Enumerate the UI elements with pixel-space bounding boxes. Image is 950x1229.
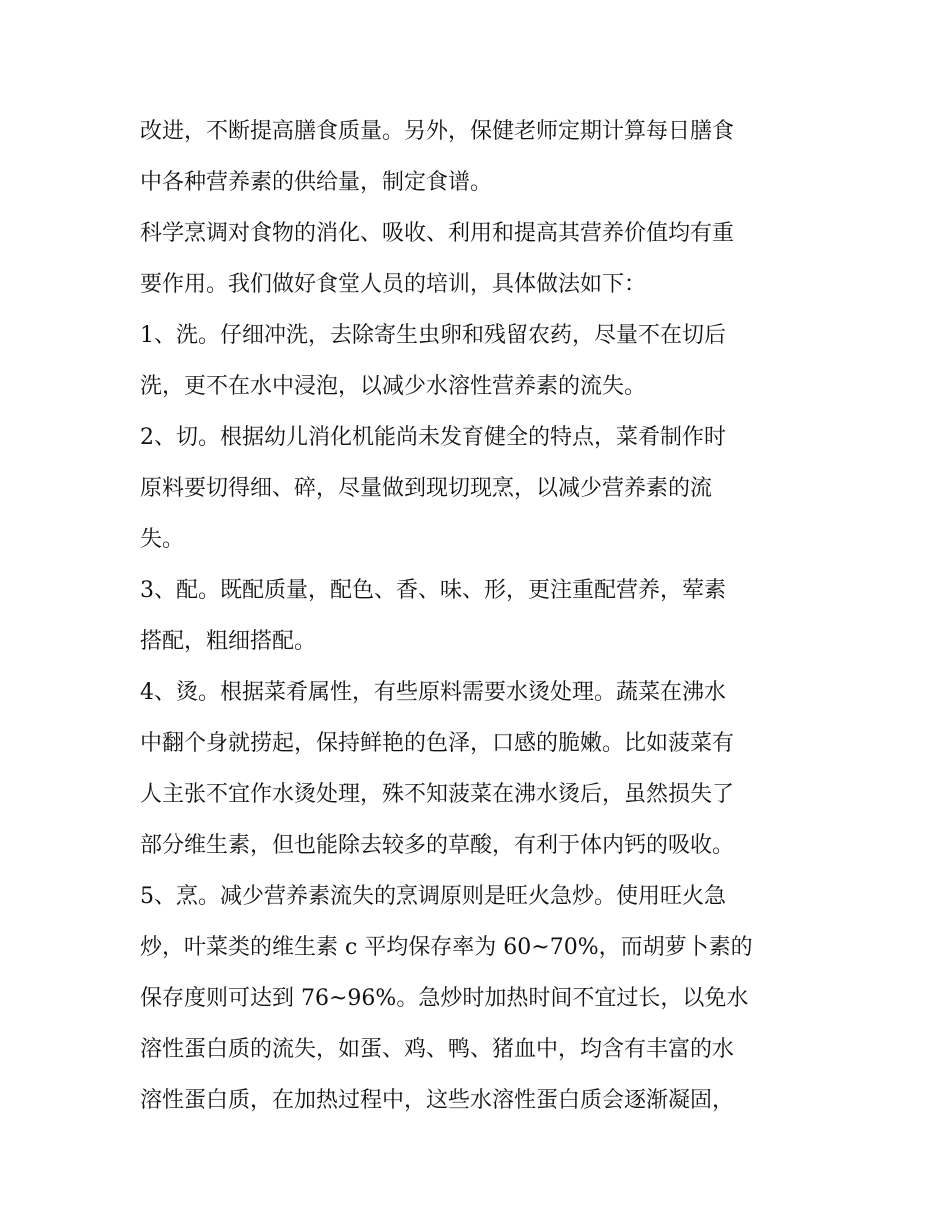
document-body — [140, 106, 820, 1126]
text-line: 2、切。根据幼儿消化机能尚未发育健全的特点，菜肴制作时 — [140, 425, 726, 450]
text-line: 溶性蛋白质，在加热过程中，这些水溶性蛋白质会逐渐凝固， — [140, 1088, 735, 1113]
text-line: 原料要切得细、碎，尽量做到现切现烹，以减少营养素的流 — [140, 476, 713, 501]
text-line: 失。 — [140, 527, 185, 552]
text-line: 人主张不宜作水烫处理，殊不知菠菜在沸水烫后，虽然损失了 — [140, 782, 735, 807]
text-line: 中翻个身就捞起，保持鲜艳的色泽，口感的脆嫩。比如菠菜有 — [140, 731, 735, 756]
text-line: 溶性蛋白质的流失，如蛋、鸡、鸭、猪血中，均含有丰富的水 — [140, 1037, 735, 1062]
text-line: 1、洗。仔细冲洗，去除寄生虫卵和残留农药，尽量不在切后 — [140, 323, 726, 348]
text-line: 炒，叶菜类的维生素 c 平均保存率为 60~70%，而胡萝卜素的 — [140, 935, 753, 960]
text-line: 搭配，粗细搭配。 — [140, 629, 317, 654]
text-line: 中各种营养素的供给量，制定食谱。 — [140, 170, 493, 195]
text-line: 3、配。既配质量，配色、香、味、形，更注重配营养，荤素 — [140, 578, 726, 603]
text-line: 部分维生素，但也能除去较多的草酸，有利于体内钙的吸收。 — [140, 833, 735, 858]
text-line: 科学烹调对食物的消化、吸收、利用和提高其营养价值均有重 — [140, 221, 735, 246]
text-line: 4、烫。根据菜肴属性，有些原料需要水烫处理。蔬菜在沸水 — [140, 680, 726, 705]
text-line: 要作用。我们做好食堂人员的培训，具体做法如下： — [140, 272, 647, 297]
text-line: 改进，不断提高膳食质量。另外，保健老师定期计算每日膳食 — [140, 119, 735, 144]
text-line: 5、烹。减少营养素流失的烹调原则是旺火急炒。使用旺火急 — [140, 884, 726, 909]
text-line: 保存度则可达到 76~96%。急炒时加热时间不宜过长，以免水 — [140, 986, 749, 1011]
text-line: 洗，更不在水中浸泡，以减少水溶性营养素的流失。 — [140, 374, 647, 399]
